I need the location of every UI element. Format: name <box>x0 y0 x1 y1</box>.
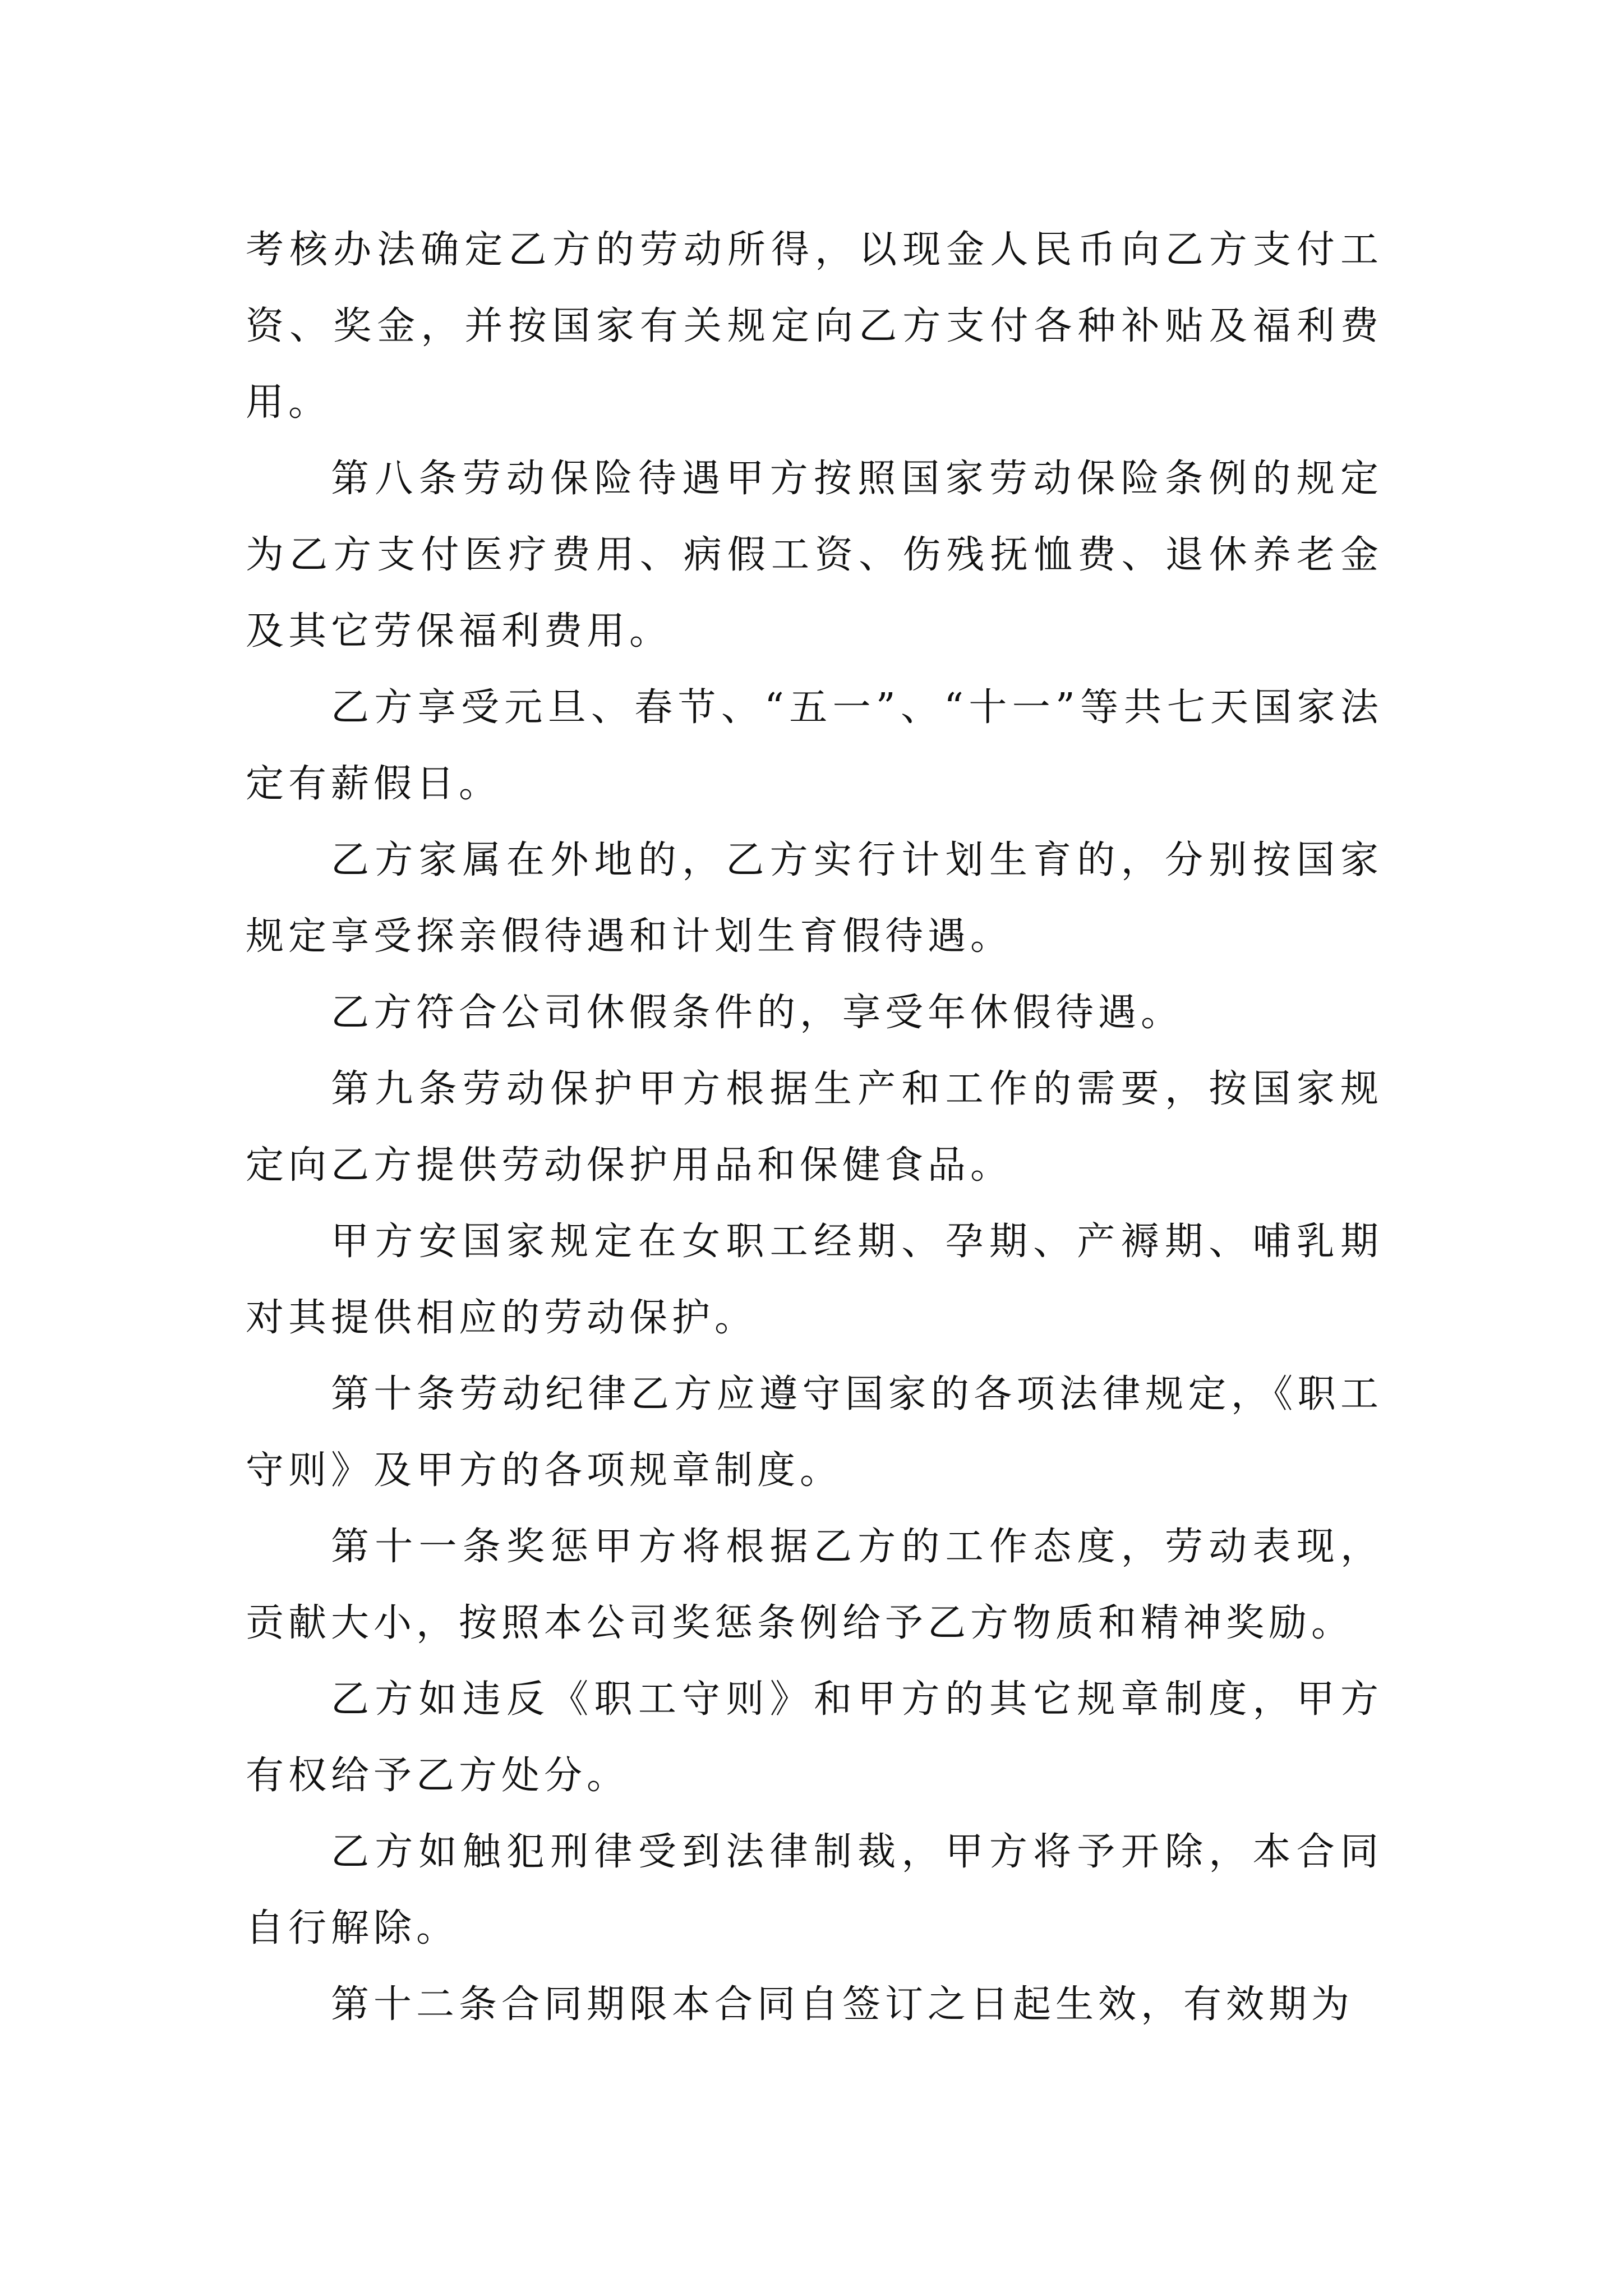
paragraph-annual-leave: 乙方符合公司休假条件的，享受年休假待遇。 <box>331 991 1184 1035</box>
paragraph-article-12: 第十二条合同期限本合同自签订之日起生效，有效期为 <box>331 1982 1354 2027</box>
paragraph-discipline: 乙方如违反《职工守则》和甲方的其它规章制度，甲方有权给予乙方处分。 <box>246 1677 1383 1798</box>
paragraph-family-leave: 乙方家属在外地的，乙方实行计划生育的，分别按国家规定享受探亲假待遇和计划生育假待遇。 <box>246 838 1383 959</box>
paragraph-article-9: 第九条劳动保护甲方根据生产和工作的需要，按国家规定向乙方提供劳动保护用品和保健食品。 <box>246 1067 1383 1188</box>
paragraph-article-10: 第十条劳动纪律乙方应遵守国家的各项法律规定，《职工守则》及甲方的各项规章制度。 <box>246 1372 1383 1493</box>
paragraph-female-protection: 甲方安国家规定在女职工经期、孕期、产褥期、哺乳期对其提供相应的劳动保护。 <box>246 1220 1383 1340</box>
document-body <box>246 212 1383 2043</box>
paragraph-continuation: 考核办法确定乙方的劳动所得，以现金人民币向乙方支付工资、奖金，并按国家有关规定向乙方支付各种补贴及福利费用。 <box>246 228 1383 425</box>
paragraph-article-8: 第八条劳动保险待遇甲方按照国家劳动保险条例的规定为乙方支付医疗费用、病假工资、伤残抚恤费、退休养老金及其它劳保福利费用。 <box>246 457 1383 654</box>
paragraph-public-holidays: 乙方享受元旦、春节、“五一”、“十一”等共七天国家法定有薪假日。 <box>246 685 1383 806</box>
paragraph-article-11: 第十一条奖惩甲方将根据乙方的工作态度，劳动表现，贡献大小，按照本公司奖惩条例给予乙方物质和精神奖励。 <box>246 1525 1383 1645</box>
paragraph-dismissal: 乙方如触犯刑律受到法律制裁，甲方将予开除，本合同自行解除。 <box>246 1830 1383 1950</box>
